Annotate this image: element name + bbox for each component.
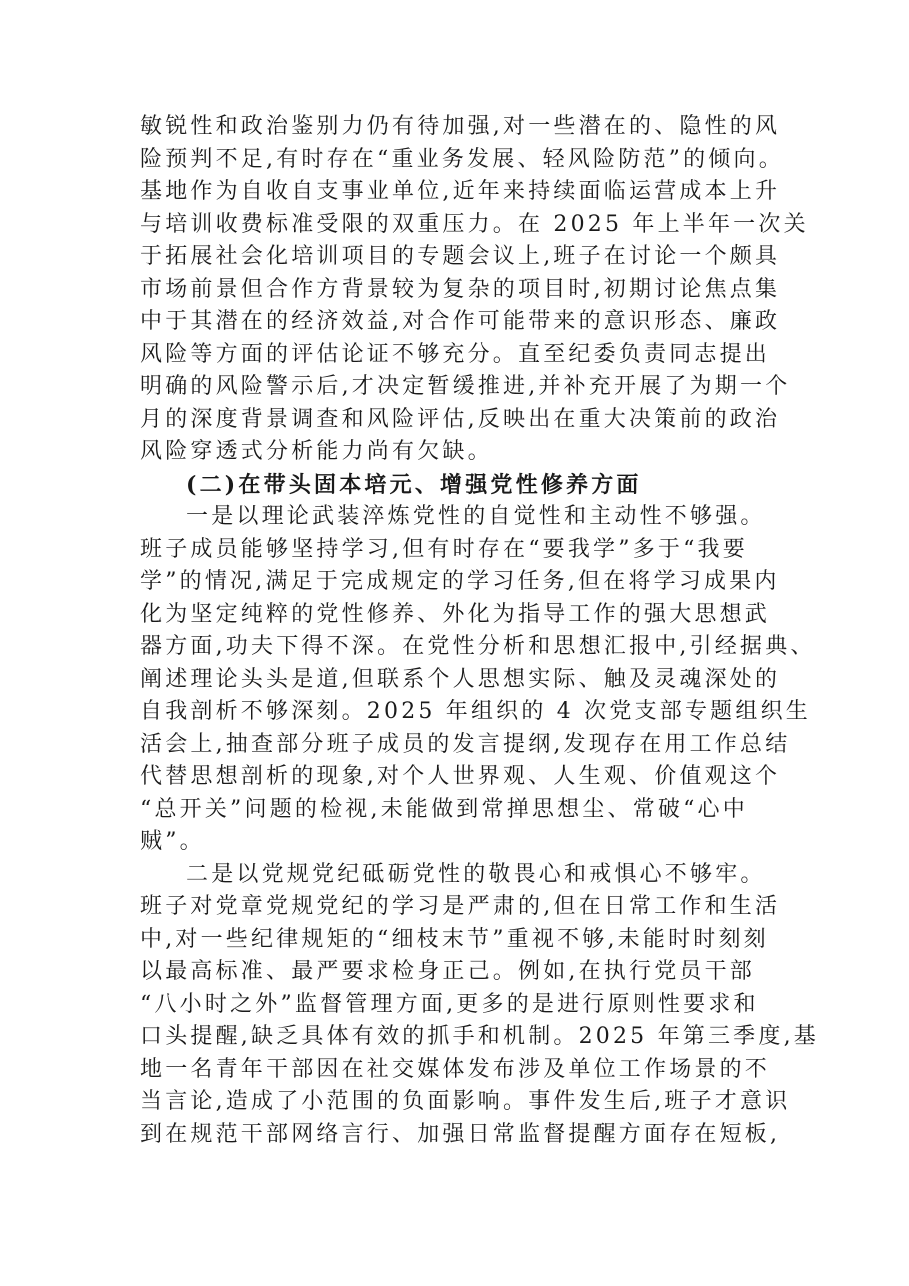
text-line: “八小时之外”监督管理方面,更多的是进行原则性要求和 bbox=[140, 991, 759, 1017]
text-line: 以最高标准、最严要求检身正己。例如,在执行党员干部 bbox=[140, 959, 755, 984]
text-line: 于拓展社会化培训项目的专题会议上,班子在讨论一个颇具 bbox=[140, 244, 781, 269]
text-line: 口头提醒,缺乏具体有效的抓手和机制。2025 年第三季度,基 bbox=[140, 1024, 819, 1049]
text-line: 与培训收费标准受限的双重压力。在 2025 年上半年一次关 bbox=[140, 211, 809, 237]
paragraph-first-line: 一是以理论武装淬炼党性的自觉性和主动性不够强。 bbox=[186, 504, 766, 529]
text-line: 当言论,造成了小范围的负面影响。事件发生后,班子才意识 bbox=[140, 1089, 791, 1114]
text-line: 地一名青年干部因在社交媒体发布涉及单位工作场景的不 bbox=[140, 1056, 771, 1082]
text-line: 班子成员能够坚持学习,但有时存在“要我学”多于“我要 bbox=[140, 536, 748, 562]
text-line: 风险等方面的评估论证不够充分。直至纪委负责同志提出 bbox=[140, 341, 771, 367]
text-line: 贼”。 bbox=[140, 829, 205, 854]
text-line: 明确的风险警示后,才决定暂缓推进,并补充开展了为期一个 bbox=[140, 374, 791, 399]
text-line: 学”的情况,满足于完成规定的学习任务,但在将学习成果内 bbox=[140, 569, 780, 594]
text-line: 基地作为自收自支事业单位,近年来持续面临运营成本上升 bbox=[140, 179, 781, 204]
text-line: 自我剖析不够深刻。2025 年组织的 4 次党支部专题组织生 bbox=[140, 699, 811, 724]
text-line: 月的深度背景调查和风险评估,反映出在重大决策前的政治 bbox=[140, 406, 781, 432]
text-line: 到在规范干部网络言行、加强日常监督提醒方面存在短板, bbox=[140, 1121, 781, 1147]
document-page bbox=[140, 111, 819, 1151]
text-line: 中于其潜在的经济效益,对合作可能带来的意识形态、廉政 bbox=[140, 309, 781, 334]
text-line: 中,对一些纪律规矩的“细枝末节”重视不够,未能时时刻刻 bbox=[140, 926, 769, 952]
text-line: 活会上,抽查部分班子成员的发言提纲,发现存在用工作总结 bbox=[140, 731, 791, 757]
text-line: 风险穿透式分析能力尚有欠缺。 bbox=[140, 439, 493, 464]
text-line: 化为坚定纯粹的党性修养、外化为指导工作的强大思想武 bbox=[140, 601, 771, 627]
text-line: 代替思想剖析的现象,对个人世界观、人生观、价值观这个 bbox=[140, 764, 781, 789]
text-line: 险预判不足,有时存在“重业务发展、轻风险防范”的倾向。 bbox=[140, 146, 784, 172]
text-line: 班子对党章党规党纪的学习是严肃的,但在日常工作和生活 bbox=[140, 894, 781, 919]
section-heading: (二)在带头固本培元、增强党性修养方面 bbox=[186, 471, 642, 498]
text-line: 器方面,功夫下得不深。在党性分析和思想汇报中,引经据典、 bbox=[140, 634, 816, 659]
text-line: 市场前景但合作方背景较为复杂的项目时,初期讨论焦点集 bbox=[140, 276, 781, 302]
text-line: 敏锐性和政治鉴别力仍有待加强,对一些潜在的、隐性的风 bbox=[140, 114, 781, 139]
text-line: “总开关”问题的检视,未能做到常掸思想尘、常破“心中 bbox=[140, 796, 748, 822]
text-line: 阐述理论头头是道,但联系个人思想实际、触及灵魂深处的 bbox=[140, 666, 781, 692]
paragraph-first-line: 二是以党规党纪砥砺党性的敬畏心和戒惧心不够牢。 bbox=[186, 861, 766, 887]
